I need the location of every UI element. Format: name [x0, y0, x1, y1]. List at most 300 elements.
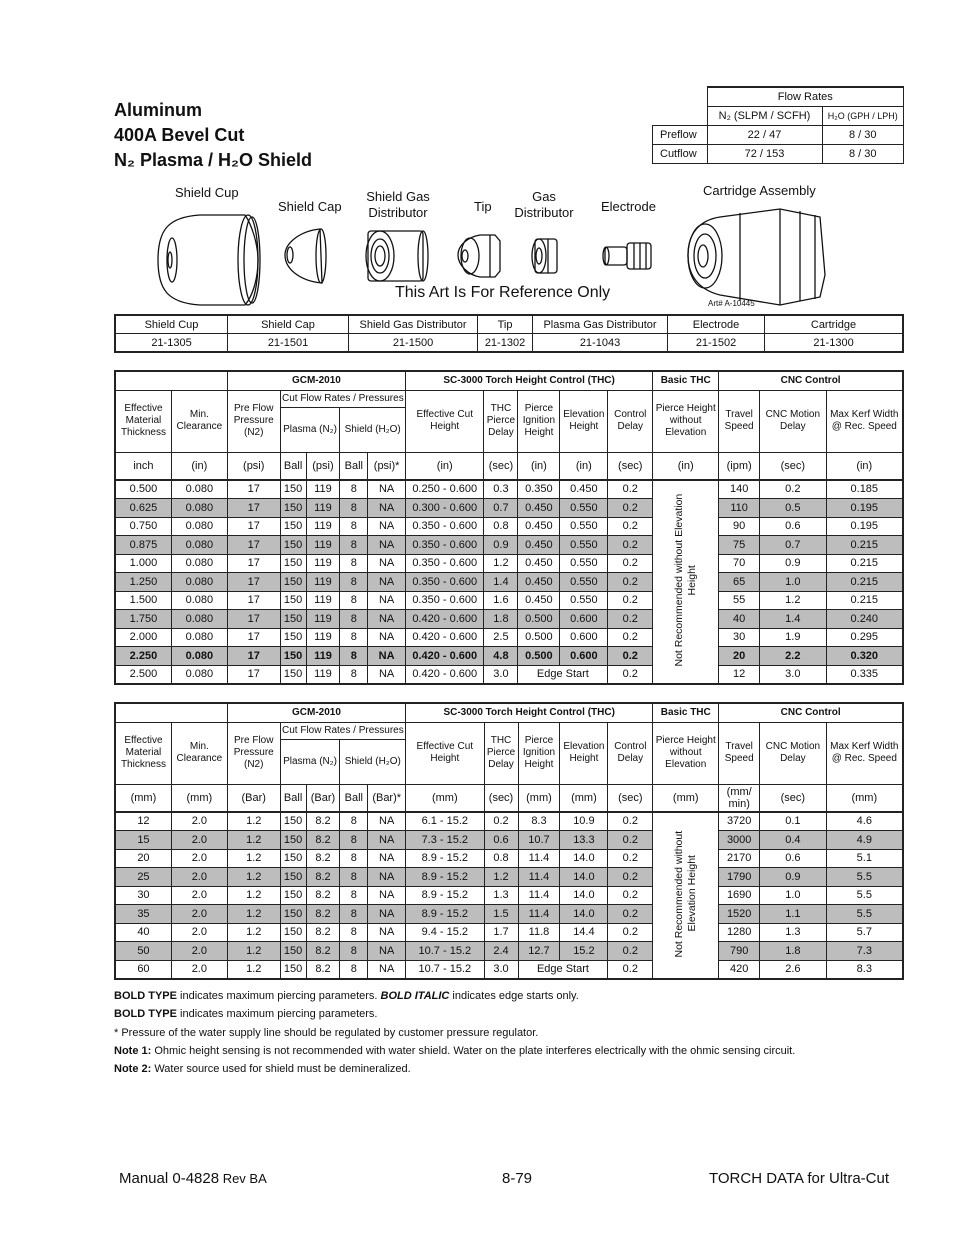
table-cell: 10.7: [518, 831, 560, 850]
table-cell: 0.600: [560, 647, 608, 666]
parts-header-cell: Cartridge: [765, 315, 904, 334]
table-cell: 1.250: [115, 573, 171, 592]
edge-start-cell: Edge Start: [518, 665, 608, 684]
table-cell: 119: [306, 517, 340, 536]
table-cell: 8: [340, 849, 368, 868]
table-cell: 150: [280, 886, 306, 905]
table-cell: 150: [280, 480, 306, 499]
group-header-cell: GCM-2010: [227, 703, 405, 722]
table-cell: 1.2: [227, 831, 280, 850]
table-cell: 0.2: [608, 480, 653, 499]
table-cell: 40: [719, 610, 760, 629]
table-cell: 15.2: [560, 942, 608, 961]
unit-cell: Ball: [280, 452, 306, 480]
table-cell: 0.350 - 0.600: [406, 517, 484, 536]
table-cell: 0.080: [171, 554, 227, 573]
table-cell: 8: [340, 499, 368, 518]
table-cell: 5.7: [826, 923, 903, 942]
cartridge-drawing: [688, 209, 825, 305]
table-cell: 0.550: [560, 591, 608, 610]
table-cell: 2.5: [484, 628, 518, 647]
table-row: [115, 517, 903, 536]
table-cell: 150: [280, 812, 306, 831]
table-cell: 14.4: [560, 923, 608, 942]
table-cell: 8.2: [306, 923, 340, 942]
table-cell: 0.080: [171, 499, 227, 518]
table-cell: 15: [115, 831, 171, 850]
table-cell: 140: [719, 480, 760, 499]
table-cell: 0.3: [484, 480, 518, 499]
table-cell: 0.6: [760, 517, 826, 536]
table-cell: 0.2: [608, 812, 653, 831]
table-cell: 0.550: [560, 573, 608, 592]
table-row: [115, 591, 903, 610]
table-cell: 0.195: [826, 517, 903, 536]
table-cell: 8.9 - 15.2: [406, 886, 484, 905]
table-cell: 2.0: [171, 886, 227, 905]
table-cell: 0.215: [826, 591, 903, 610]
unit-cell: (Bar): [227, 784, 280, 812]
table-cell: 0.625: [115, 499, 171, 518]
label-shield-cup: Shield Cup: [175, 185, 239, 200]
table-cell: 0.320: [826, 647, 903, 666]
table-cell: 3.0: [484, 960, 518, 979]
column-header-cell: Control Delay: [608, 390, 653, 452]
units-row: [115, 784, 903, 812]
imperial-cut-chart: [114, 370, 904, 685]
table-cell: 0.300 - 0.600: [406, 499, 484, 518]
table-row: [115, 831, 903, 850]
table-cell: 150: [280, 960, 306, 979]
table-cell: 8.2: [306, 960, 340, 979]
label-tip: Tip: [474, 199, 492, 214]
table-cell: 1.2: [227, 923, 280, 942]
table-cell: 150: [280, 573, 306, 592]
parts-value-cell: 21-1305: [115, 334, 228, 353]
parts-header-row: [115, 315, 903, 334]
table-cell: NA: [368, 960, 406, 979]
table-cell: 0.185: [826, 480, 903, 499]
notes: [114, 987, 904, 1078]
table-cell: 6.1 - 15.2: [406, 812, 484, 831]
flow-cell: 8 / 30: [822, 145, 904, 164]
table-cell: NA: [368, 554, 406, 573]
unit-cell: (ipm): [719, 452, 760, 480]
table-cell: NA: [368, 665, 406, 684]
table-cell: 119: [306, 554, 340, 573]
table-cell: 1280: [719, 923, 760, 942]
table-cell: 8.3: [518, 812, 560, 831]
table-row: [115, 554, 903, 573]
table-cell: 4.8: [484, 647, 518, 666]
table-cell: 11.8: [518, 923, 560, 942]
table-cell: 0.550: [560, 499, 608, 518]
table-cell: 0.240: [826, 610, 903, 629]
table-cell: 0.600: [560, 628, 608, 647]
group-header-cell: Basic THC: [653, 703, 719, 722]
table-cell: 11.4: [518, 886, 560, 905]
table-cell: 5.5: [826, 905, 903, 924]
table-row: [115, 499, 903, 518]
table-cell: 2.000: [115, 628, 171, 647]
table-cell: 150: [280, 831, 306, 850]
table-cell: 8.2: [306, 905, 340, 924]
parts-value-cell: 21-1501: [228, 334, 349, 353]
table-cell: 119: [306, 536, 340, 555]
table-cell: 17: [227, 536, 280, 555]
table-cell: NA: [368, 868, 406, 887]
column-header-row: [115, 390, 903, 407]
table-cell: 55: [719, 591, 760, 610]
label-cartridge-assembly: Cartridge Assembly: [703, 183, 816, 198]
table-cell: 1.6: [484, 591, 518, 610]
group-header-cell: CNC Control: [719, 371, 903, 390]
table-cell: 1790: [719, 868, 760, 887]
table-cell: 0.875: [115, 536, 171, 555]
table-cell: 1.8: [760, 942, 826, 961]
table-cell: 3000: [719, 831, 760, 850]
table-cell: 17: [227, 665, 280, 684]
table-cell: NA: [368, 573, 406, 592]
units-row: [115, 452, 903, 480]
table-cell: 60: [115, 960, 171, 979]
table-cell: 10.7 - 15.2: [406, 960, 484, 979]
table-cell: 8: [340, 591, 368, 610]
table-cell: 0.2: [608, 849, 653, 868]
table-cell: 0.2: [608, 960, 653, 979]
table-cell: 2.6: [760, 960, 826, 979]
parts-value-cell: 21-1500: [349, 334, 478, 353]
table-cell: NA: [368, 942, 406, 961]
table-cell: NA: [368, 499, 406, 518]
table-cell: 40: [115, 923, 171, 942]
column-header-cell: Cut Flow Rates / Pressures: [280, 722, 405, 739]
flow-rates-header: Flow Rates: [707, 87, 904, 107]
column-header-cell: Elevation Height: [560, 722, 608, 784]
table-cell: 3720: [719, 812, 760, 831]
column-header-cell: Pierce Height without Elevation: [653, 390, 719, 452]
table-cell: 8: [340, 942, 368, 961]
table-cell: NA: [368, 628, 406, 647]
table-cell: NA: [368, 536, 406, 555]
table-cell: 70: [719, 554, 760, 573]
metric-cut-chart: [114, 702, 904, 980]
table-cell: 0.500: [518, 610, 560, 629]
table-cell: 20: [115, 849, 171, 868]
unit-cell: (in): [171, 452, 227, 480]
table-cell: 0.2: [760, 480, 826, 499]
table-cell: 13.3: [560, 831, 608, 850]
table-cell: 0.450: [518, 554, 560, 573]
table-cell: 119: [306, 665, 340, 684]
table-cell: 0.450: [518, 499, 560, 518]
column-header-cell: Plasma (N₂): [280, 407, 340, 452]
table-cell: 2.500: [115, 665, 171, 684]
table-cell: 17: [227, 628, 280, 647]
table-cell: 8: [340, 665, 368, 684]
table-cell: 0.250 - 0.600: [406, 480, 484, 499]
parts-table: [114, 314, 904, 353]
table-cell: 0.2: [608, 647, 653, 666]
unit-cell: Ball: [340, 452, 368, 480]
table-cell: 1.2: [484, 868, 518, 887]
table-row: [115, 905, 903, 924]
unit-cell: (mm): [115, 784, 171, 812]
not-recommended-label: Not Recommended without Elevation Height: [672, 493, 698, 667]
label-gas-distributor: Gas Distributor: [514, 189, 574, 220]
table-cell: 420: [719, 960, 760, 979]
column-header-cell: Plasma (N₂): [280, 739, 340, 784]
table-cell: 150: [280, 517, 306, 536]
table-cell: 8.9 - 15.2: [406, 868, 484, 887]
shield-gas-distributor-drawing: [366, 231, 428, 281]
table-cell: 0.450: [518, 591, 560, 610]
unit-cell: (psi): [227, 452, 280, 480]
unit-cell: (mm/ min): [719, 784, 760, 812]
note-line: Note 2: Water source used for shield must be demineralized.: [114, 1063, 411, 1076]
footer-page-number: 8-79: [502, 1170, 533, 1187]
parts-value-cell: 21-1502: [668, 334, 765, 353]
unit-cell: (Bar): [306, 784, 340, 812]
table-cell: 0.215: [826, 554, 903, 573]
group-header-cell: CNC Control: [719, 703, 903, 722]
table-row: [115, 647, 903, 666]
table-cell: 8.3: [826, 960, 903, 979]
table-cell: 8: [340, 517, 368, 536]
table-cell: 150: [280, 942, 306, 961]
unit-cell: (in): [653, 452, 719, 480]
table-cell: 14.0: [560, 868, 608, 887]
table-cell: 0.350: [518, 480, 560, 499]
table-cell: 8: [340, 573, 368, 592]
table-cell: 0.080: [171, 647, 227, 666]
table-cell: 119: [306, 573, 340, 592]
note-line: BOLD TYPE indicates maximum piercing parameters. BOLD ITALIC indicates edge starts only.: [114, 990, 579, 1002]
column-header-cell: Shield (H₂O): [340, 739, 406, 784]
group-header-cell: SC-3000 Torch Height Control (THC): [406, 371, 653, 390]
table-cell: 12.7: [518, 942, 560, 961]
table-cell: 0.215: [826, 536, 903, 555]
table-cell: 1.2: [227, 886, 280, 905]
note-line: BOLD TYPE indicates maximum piercing parameters.: [114, 1008, 378, 1021]
title-line-2: 400A Bevel Cut: [114, 125, 245, 145]
table-cell: 8: [340, 831, 368, 850]
table-cell: 0.420 - 0.600: [406, 665, 484, 684]
table-cell: 0.6: [760, 849, 826, 868]
table-row: [115, 923, 903, 942]
unit-cell: (in): [518, 452, 560, 480]
column-header-cell: Effective Material Thickness: [115, 390, 171, 452]
label-shield-gas-distributor: Shield Gas Distributor: [366, 189, 430, 220]
column-header-cell: Pre Flow Pressure (N2): [227, 390, 280, 452]
shield-cap-drawing: [285, 229, 326, 283]
table-cell: 0.7: [760, 536, 826, 555]
table-row: [115, 942, 903, 961]
unit-cell: (mm): [653, 784, 719, 812]
table-cell: NA: [368, 812, 406, 831]
flow-cell: 72 / 153: [707, 145, 822, 164]
table-cell: 0.6: [484, 831, 518, 850]
table-cell: 1.2: [227, 812, 280, 831]
table-cell: 17: [227, 499, 280, 518]
table-cell: 11.4: [518, 868, 560, 887]
table-cell: NA: [368, 849, 406, 868]
table-cell: 17: [227, 610, 280, 629]
table-cell: 1.2: [227, 942, 280, 961]
table-cell: 0.5: [760, 499, 826, 518]
table-cell: 0.500: [115, 480, 171, 499]
group-header-cell: Basic THC: [653, 371, 719, 390]
edge-start-cell: Edge Start: [518, 960, 608, 979]
table-cell: 0.2: [484, 812, 518, 831]
table-cell: 0.295: [826, 628, 903, 647]
table-cell: 17: [227, 647, 280, 666]
table-cell: 17: [227, 573, 280, 592]
table-cell: 1.4: [484, 573, 518, 592]
table-cell: 0.2: [608, 573, 653, 592]
table-cell: 2.0: [171, 868, 227, 887]
table-cell: 5.5: [826, 868, 903, 887]
unit-cell: (mm): [406, 784, 484, 812]
table-cell: 2.0: [171, 960, 227, 979]
unit-cell: (sec): [484, 784, 518, 812]
table-cell: NA: [368, 905, 406, 924]
table-cell: 0.080: [171, 573, 227, 592]
unit-cell: (psi): [306, 452, 340, 480]
table-cell: 8: [340, 536, 368, 555]
table-cell: 150: [280, 923, 306, 942]
table-cell: 2.0: [171, 812, 227, 831]
footer-manual: Manual 0-4828 Rev BA: [119, 1170, 267, 1187]
table-cell: 8: [340, 554, 368, 573]
table-cell: 0.450: [518, 536, 560, 555]
table-cell: 0.420 - 0.600: [406, 628, 484, 647]
title-line-3: N₂ Plasma / H₂O Shield: [114, 150, 313, 170]
table-cell: 8.2: [306, 812, 340, 831]
column-header-cell: Travel Speed: [719, 722, 760, 784]
table-cell: 0.2: [608, 942, 653, 961]
unit-cell: (in): [826, 452, 903, 480]
table-cell: 8.9 - 15.2: [406, 905, 484, 924]
table-row: [115, 868, 903, 887]
shield-cup-drawing: [158, 215, 260, 305]
table-cell: 1.2: [227, 960, 280, 979]
unit-cell: (in): [560, 452, 608, 480]
table-cell: 8.9 - 15.2: [406, 849, 484, 868]
table-cell: 8: [340, 960, 368, 979]
table-cell: 17: [227, 480, 280, 499]
table-cell: 8: [340, 610, 368, 629]
table-cell: 2.0: [171, 849, 227, 868]
table-cell: 8.2: [306, 942, 340, 961]
table-cell: 9.4 - 15.2: [406, 923, 484, 942]
table-cell: 10.9: [560, 812, 608, 831]
table-cell: 8: [340, 628, 368, 647]
table-cell: 1.9: [760, 628, 826, 647]
table-cell: 0.350 - 0.600: [406, 554, 484, 573]
gas-distributor-drawing: [532, 239, 557, 273]
table-row: [115, 536, 903, 555]
unit-cell: Ball: [340, 784, 368, 812]
table-cell: 11.4: [518, 905, 560, 924]
table-cell: 2.0: [171, 831, 227, 850]
table-cell: 8: [340, 812, 368, 831]
table-cell: 119: [306, 628, 340, 647]
column-header-cell: Pierce Height without Elevation: [653, 722, 719, 784]
table-cell: 0.350 - 0.600: [406, 591, 484, 610]
table-cell: 8: [340, 647, 368, 666]
table-cell: 25: [115, 868, 171, 887]
parts-header-cell: Plasma Gas Distributor: [533, 315, 668, 334]
table-cell: 0.550: [560, 536, 608, 555]
table-row: [115, 610, 903, 629]
table-cell: 0.2: [608, 554, 653, 573]
table-cell: 0.2: [608, 517, 653, 536]
flow-cell: 8 / 30: [822, 126, 904, 145]
electrode-drawing: [603, 243, 651, 269]
column-header-cell: Cut Flow Rates / Pressures: [280, 390, 405, 407]
table-cell: 5.5: [826, 886, 903, 905]
table-cell: 0.2: [608, 665, 653, 684]
table-cell: 0.9: [484, 536, 518, 555]
title-line-1: Aluminum: [114, 100, 202, 120]
flow-row-label: Cutflow: [653, 145, 708, 164]
table-cell: 1.2: [227, 868, 280, 887]
table-cell: 14.0: [560, 849, 608, 868]
table-cell: 0.550: [560, 554, 608, 573]
parts-header-cell: Shield Cap: [228, 315, 349, 334]
table-cell: 119: [306, 591, 340, 610]
parts-value-cell: 21-1300: [765, 334, 904, 353]
table-cell: 0.500: [518, 647, 560, 666]
flow-cell: 22 / 47: [707, 126, 822, 145]
table-cell: 1.2: [227, 849, 280, 868]
parts-value-cell: 21-1302: [478, 334, 533, 353]
table-cell: 0.450: [518, 573, 560, 592]
table-cell: 1690: [719, 886, 760, 905]
table-cell: 0.500: [518, 628, 560, 647]
table-cell: 17: [227, 591, 280, 610]
table-cell: 0.2: [608, 628, 653, 647]
column-header-cell: Effective Material Thickness: [115, 722, 171, 784]
table-row: [115, 849, 903, 868]
unit-cell: (sec): [760, 784, 826, 812]
table-cell: 1.0: [760, 886, 826, 905]
table-cell: 150: [280, 849, 306, 868]
table-cell: 119: [306, 610, 340, 629]
table-cell: 150: [280, 499, 306, 518]
table-cell: 150: [280, 868, 306, 887]
table-cell: NA: [368, 886, 406, 905]
table-cell: 1.0: [760, 573, 826, 592]
table-cell: 4.9: [826, 831, 903, 850]
table-cell: 1.2: [484, 554, 518, 573]
table-cell: 0.080: [171, 665, 227, 684]
table-cell: 1.000: [115, 554, 171, 573]
table-cell: NA: [368, 517, 406, 536]
table-cell: 1.8: [484, 610, 518, 629]
unit-cell: (mm): [560, 784, 608, 812]
table-cell: 8.2: [306, 868, 340, 887]
flow-col-h2o: H₂O (GPH / LPH): [822, 107, 904, 126]
column-header-cell: THC Pierce Delay: [484, 722, 518, 784]
table-cell: 1.7: [484, 923, 518, 942]
unit-cell: (sec): [608, 784, 653, 812]
table-cell: 8.2: [306, 831, 340, 850]
table-cell: 0.8: [484, 517, 518, 536]
table-cell: 0.335: [826, 665, 903, 684]
table-row: [115, 665, 903, 684]
